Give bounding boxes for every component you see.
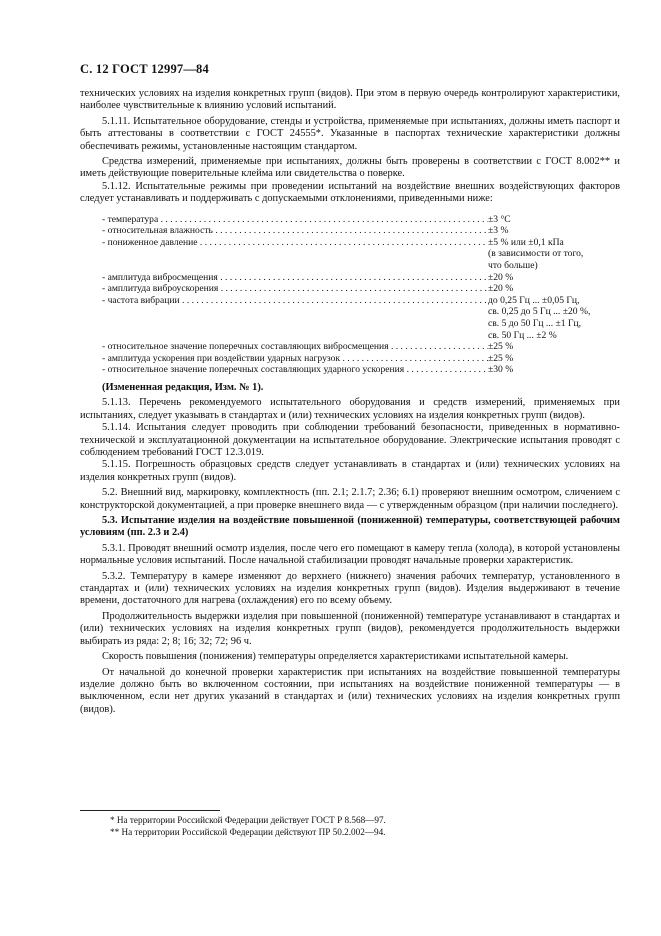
- spec-value: ±25 %: [488, 341, 514, 353]
- clause-5-3-2: 5.3.2. Температуру в камере изменяют до верхнего (нижнего) значения рабочих температур, установленного в стандартах и (или) технических условиях на изделия конкретных групп (видов). Изделия выдерживают в течение времени, достаточного для нагрева (охлаждения) его по всему объему.: [80, 570, 620, 607]
- spec-label: - относительное значение поперечных составляющих ударного ускорения . . .: [102, 364, 488, 376]
- paragraph: технических условиях на изделия конкретных групп (видов). При этом в первую очередь контролируют характеристики, наиболее чувствительные к влиянию условий испытаний.: [80, 88, 620, 112]
- spec-label: - температура . . .: [102, 214, 488, 226]
- paragraph: От начальной до конечной проверки характеристик при испытаниях на воздействие повышенной температуры изделие должно быть во включенном состоянии, при испытаниях на воздействие пониженной температуры — в выключенном, если нет других указаний в стандартах и (или) технических условиях на изделия конкретных групп (видов).: [80, 666, 620, 715]
- footnote-2: ** На территории Российской Федерации действуют ПР 50.2.002—94.: [110, 827, 386, 837]
- spec-note: св. 0,25 до 5 Гц ... ±20 %,: [488, 306, 591, 318]
- list-item: [102, 341, 620, 353]
- spec-note: св. 5 до 50 Гц ... ±1 Гц,: [488, 318, 582, 329]
- spec-value: ±20 %: [488, 271, 514, 283]
- paragraph: Скорость повышения (понижения) температуры определяется характеристиками испытательной камеры.: [102, 651, 569, 663]
- spec-value: ±3 °С: [488, 213, 511, 225]
- spec-label: - амплитуда виброускорения . . .: [102, 283, 488, 295]
- list-item: [102, 237, 620, 272]
- list-item: [102, 364, 620, 376]
- spec-note: что больше): [488, 260, 538, 272]
- spec-value: ±5 % или ±0,1 кПа: [488, 236, 564, 248]
- footnote-1: * На территории Российской Федерации действует ГОСТ Р 8.568—97.: [110, 815, 386, 825]
- spec-label: - амплитуда виброcмещения . . .: [102, 272, 488, 284]
- clause-5-1-15: 5.1.15. Погрешность образцовых средств следует устанавливать в стандартах и (или) технических условиях на изделия конкретных групп (видов).: [80, 459, 620, 483]
- tolerance-list: [102, 214, 620, 376]
- spec-note: (в зависимости от того,: [488, 248, 584, 260]
- spec-value: ±30 %: [488, 364, 514, 376]
- clause-5-2: 5.2. Внешний вид, маркировку, комплектность (пп. 2.1; 2.1.7; 2.36; 6.1) проверяют внешним осмотром, сличением с конструкторской документацией, а при проверке внешнего вида — с утвержденным образцом (при наличии последнего).: [80, 487, 620, 511]
- spec-value: ±25 %: [488, 352, 514, 364]
- list-item: [102, 283, 620, 295]
- clause-5-3-1: 5.3.1. Проводят внешний осмотр изделия, после чего его помещают в камеру тепла (холода), в которой установлены нормальные условия испытаний. После начальной стабилизации проводят начальные проверки характеристик.: [80, 542, 620, 567]
- footnote-divider: [80, 810, 220, 811]
- spec-label: - частота вибрации . . .: [102, 295, 488, 307]
- list-item: [102, 214, 620, 226]
- spec-label: - пониженное давление . . .: [102, 237, 488, 249]
- list-item: [102, 353, 620, 365]
- spec-value: ±3 %: [488, 225, 509, 237]
- spec-note: св. 50 Гц ... ±2 %: [488, 329, 557, 341]
- amendment-note: (Измененная редакция, Изм. № 1).: [102, 381, 264, 393]
- spec-label: - амплитуда ускорения при воздействии ударных нагрузок . . .: [102, 353, 488, 365]
- clause-5-1-12: 5.1.12. Испытательные режимы при проведении испытаний на воздействие внешних воздействующих факторов следует устанавливать и поддерживать с допускаемыми отклонениями, приведенными ниже:: [80, 180, 620, 205]
- spec-value: до 0,25 Гц ... ±0,05 Гц,: [488, 294, 580, 306]
- clause-5-1-14: 5.1.14. Испытания следует проводить при соблюдении требований безопасности, приведенных в нормативно-технической и эксплуатационной документации на испытательное оборудование. Электрические испытания проводят с соблюдением требований ГОСТ 12.3.019.: [80, 422, 620, 458]
- document-page: [80, 62, 620, 716]
- spec-label: - относительное значение поперечных составляющих виброcмещения . . .: [102, 341, 488, 353]
- spec-value: ±20 %: [488, 283, 514, 295]
- spec-label: - относительная влажность . . .: [102, 225, 488, 237]
- page-header: С. 12 ГОСТ 12997—84: [80, 62, 209, 76]
- footnotes: [80, 810, 620, 838]
- paragraph: Продолжительность выдержки изделия при повышенной (пониженной) температуре устанавливают в стандартах и (или) технических условиях на изделия конкретных групп (видов), рекомендуется продолжительность выдержки выбирать из ряда: 2; 8; 16; 32; 72; 96 ч.: [80, 610, 620, 647]
- clause-5-1-11: 5.1.11. Испытательное оборудование, стенды и устройства, применяемые при испытаниях, должны иметь паспорт и быть аттестованы в соответствии с ГОСТ 24555*. Указанные в паспортах технические характеристики должны обеспечивать режимы, установленные настоящим стандартом.: [80, 115, 620, 152]
- paragraph: Средства измерений, применяемые при испытаниях, должны быть проверены в соответствии с ГОСТ 8.002** и иметь действующие поверительные клейма или свидетельства о поверке.: [80, 156, 620, 180]
- list-item: [102, 295, 620, 341]
- clause-5-1-13: 5.1.13. Перечень рекомендуемого испытательного оборудования и средств измерений, применяемых при испытаниях, следует указывать в стандартах и (или) технических условиях на изделия конкретных групп (видов).: [80, 397, 620, 421]
- section-heading-5-3: 5.3. Испытание изделия на воздействие повышенной (пониженной) температуры, соответствующей рабочим условиям (пп. 2.3 и 2.4): [80, 515, 620, 539]
- list-item: [102, 272, 620, 284]
- list-item: [102, 225, 620, 237]
